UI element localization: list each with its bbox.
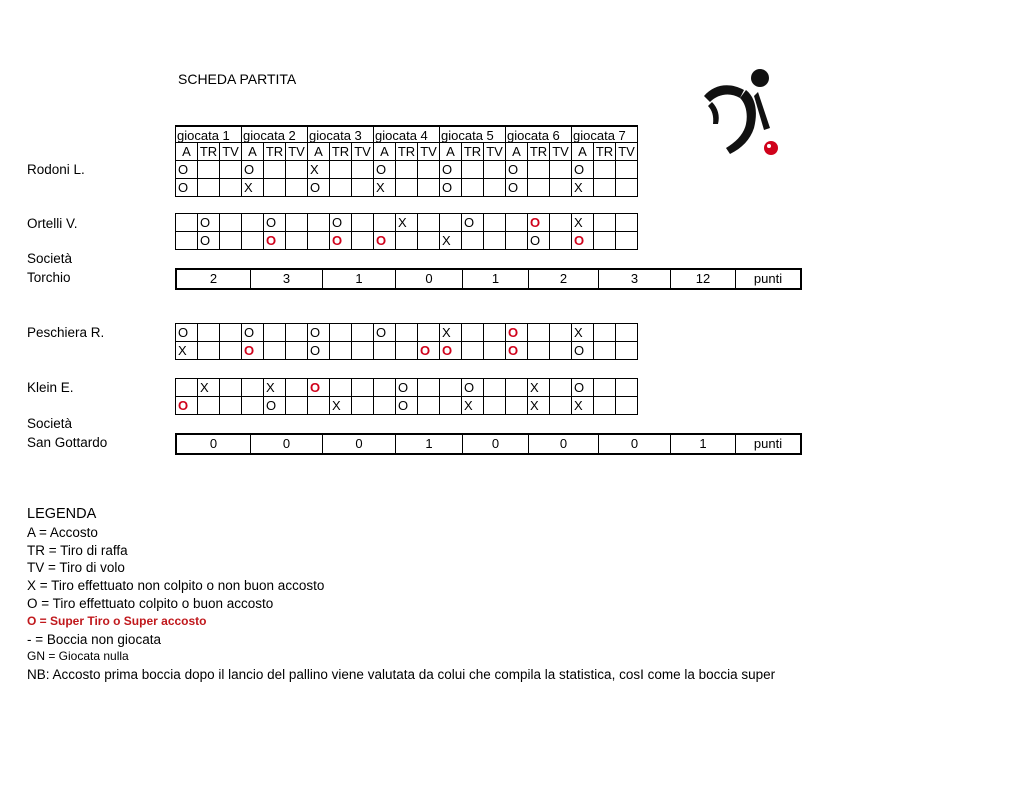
shot-cell: X: [374, 179, 396, 197]
shot-cell: O: [176, 161, 198, 179]
score-grid-team-1: [175, 125, 638, 197]
shot-cell: [264, 161, 286, 179]
team-label: Società: [27, 251, 73, 266]
shot-cell: [198, 342, 220, 360]
shot-cell: [286, 397, 308, 415]
player-name: Peschiera R.: [27, 325, 105, 340]
page-title: SCHEDA PARTITA: [178, 71, 297, 87]
shot-cell: [616, 214, 638, 232]
shot-cell: [352, 379, 374, 397]
shot-cell: [594, 342, 616, 360]
shot-cell: [550, 397, 572, 415]
points-cell: 12: [671, 270, 736, 288]
shot-cell: O: [462, 379, 484, 397]
shot-cell: O: [308, 324, 330, 342]
shot-cell: O: [198, 232, 220, 250]
shot-cell: [396, 342, 418, 360]
shot-cell: [352, 232, 374, 250]
legend-item: A = Accosto: [27, 524, 98, 540]
shot-cell: O: [198, 214, 220, 232]
shot-type-header: TR: [594, 143, 616, 161]
shot-cell: O: [506, 342, 528, 360]
shot-cell: O: [572, 342, 594, 360]
shot-cell: O: [528, 232, 550, 250]
shot-cell: [550, 379, 572, 397]
shot-cell: [462, 342, 484, 360]
shot-cell: [286, 214, 308, 232]
shot-type-header: TV: [616, 143, 638, 161]
giocata-header: giocata 6: [506, 125, 572, 143]
shot-cell: X: [572, 324, 594, 342]
shot-cell: [594, 214, 616, 232]
shot-cell: X: [176, 342, 198, 360]
shot-cell: [616, 179, 638, 197]
shot-cell: O: [528, 214, 550, 232]
shot-cell: [550, 324, 572, 342]
shot-cell: [330, 161, 352, 179]
shot-type-header: TV: [550, 143, 572, 161]
shot-cell: [396, 161, 418, 179]
shot-type-header: TR: [330, 143, 352, 161]
shot-cell: [352, 342, 374, 360]
shot-cell: [528, 179, 550, 197]
shot-cell: [594, 397, 616, 415]
shot-cell: X: [572, 397, 594, 415]
shot-cell: [176, 232, 198, 250]
shot-cell: [462, 324, 484, 342]
shot-cell: [484, 397, 506, 415]
shot-cell: [418, 379, 440, 397]
points-cell: 0: [251, 435, 323, 453]
shot-cell: [396, 232, 418, 250]
legend-item-super: O = Super Tiro o Super accosto: [27, 613, 207, 628]
shot-cell: [484, 232, 506, 250]
shot-cell: O: [308, 342, 330, 360]
shot-cell: [198, 161, 220, 179]
shot-cell: [286, 232, 308, 250]
shot-cell: [242, 379, 264, 397]
shot-cell: [418, 161, 440, 179]
shot-cell: [462, 161, 484, 179]
shot-cell: [594, 324, 616, 342]
shot-cell: [506, 232, 528, 250]
shot-cell: [220, 179, 242, 197]
shot-cell: [176, 214, 198, 232]
shot-type-header: TV: [418, 143, 440, 161]
shot-cell: [616, 342, 638, 360]
legend: [27, 506, 775, 684]
shot-cell: [616, 161, 638, 179]
shot-cell: [616, 232, 638, 250]
shot-cell: [330, 379, 352, 397]
shot-cell: O: [440, 342, 462, 360]
points-cell: 2: [177, 270, 251, 288]
shot-cell: [330, 179, 352, 197]
points-cell: 1: [323, 270, 396, 288]
shot-cell: [242, 397, 264, 415]
shot-cell: O: [396, 397, 418, 415]
shot-cell: O: [506, 324, 528, 342]
shot-cell: [528, 324, 550, 342]
points-cell: 0: [463, 435, 529, 453]
shot-cell: [550, 214, 572, 232]
shot-cell: [550, 179, 572, 197]
shot-cell: O: [176, 397, 198, 415]
shot-cell: [418, 214, 440, 232]
points-cell: 0: [323, 435, 396, 453]
shot-cell: [484, 379, 506, 397]
player-name: Ortelli V.: [27, 216, 78, 231]
shot-cell: [374, 214, 396, 232]
shot-cell: X: [572, 179, 594, 197]
points-cell: 1: [396, 435, 463, 453]
score-grid-player-2: [175, 213, 638, 250]
shot-cell: [484, 214, 506, 232]
shot-cell: [484, 179, 506, 197]
team-name: San Gottardo: [27, 435, 108, 450]
points-cell: punti: [753, 271, 783, 286]
shot-cell: [440, 397, 462, 415]
team-name: Torchio: [27, 270, 71, 285]
shot-cell: O: [572, 161, 594, 179]
shot-cell: [506, 214, 528, 232]
shot-cell: X: [308, 161, 330, 179]
score-grid-player-3: [175, 323, 638, 360]
shot-cell: O: [264, 232, 286, 250]
shot-cell: X: [242, 179, 264, 197]
shot-cell: [352, 397, 374, 415]
shot-cell: [308, 214, 330, 232]
legend-item: - = Boccia non giocata: [27, 631, 161, 647]
shot-cell: [286, 324, 308, 342]
shot-cell: [264, 324, 286, 342]
shot-cell: [308, 232, 330, 250]
shot-cell: [242, 232, 264, 250]
shot-cell: [198, 324, 220, 342]
shot-cell: [264, 179, 286, 197]
shot-cell: [220, 324, 242, 342]
shot-cell: [594, 161, 616, 179]
points-cell: punti: [753, 436, 783, 451]
shot-cell: [220, 379, 242, 397]
shot-type-header: TV: [484, 143, 506, 161]
shot-cell: [418, 397, 440, 415]
shot-cell: [264, 342, 286, 360]
shot-cell: O: [506, 161, 528, 179]
shot-cell: X: [440, 324, 462, 342]
shot-cell: [220, 397, 242, 415]
shot-cell: X: [396, 214, 418, 232]
points-cell: 0: [177, 435, 251, 453]
shot-cell: [330, 342, 352, 360]
giocata-header: giocata 3: [308, 125, 374, 143]
shot-cell: [352, 161, 374, 179]
shot-cell: [220, 342, 242, 360]
team-points-row: [175, 433, 802, 455]
shot-cell: [594, 379, 616, 397]
shot-cell: X: [528, 379, 550, 397]
shot-cell: [484, 342, 506, 360]
shot-cell: O: [264, 214, 286, 232]
shot-cell: O: [374, 232, 396, 250]
player-name: Rodoni L.: [27, 162, 85, 177]
shot-cell: O: [440, 161, 462, 179]
shot-cell: O: [330, 214, 352, 232]
shot-cell: [374, 342, 396, 360]
shot-cell: O: [418, 342, 440, 360]
legend-item: TV = Tiro di volo: [27, 560, 125, 576]
giocata-header: giocata 5: [440, 125, 506, 143]
shot-cell: O: [308, 379, 330, 397]
shot-cell: [616, 324, 638, 342]
points-cell: 3: [599, 270, 671, 288]
shot-cell: O: [308, 179, 330, 197]
shot-type-header: A: [176, 143, 198, 161]
shot-cell: O: [242, 324, 264, 342]
shot-cell: [286, 179, 308, 197]
shot-cell: [396, 179, 418, 197]
shot-cell: X: [572, 214, 594, 232]
points-cell: 3: [251, 270, 323, 288]
shot-cell: O: [242, 342, 264, 360]
shot-cell: O: [330, 232, 352, 250]
shot-cell: [220, 214, 242, 232]
shot-cell: [352, 179, 374, 197]
shot-cell: X: [198, 379, 220, 397]
team-label: Società: [27, 416, 73, 431]
shot-cell: [616, 379, 638, 397]
points-cell: 1: [671, 435, 736, 453]
shot-cell: [440, 379, 462, 397]
points-cell: 0: [396, 270, 463, 288]
points-cell: 0: [599, 435, 671, 453]
giocata-header: giocata 2: [242, 125, 308, 143]
shot-type-header: TR: [396, 143, 418, 161]
shot-cell: [484, 324, 506, 342]
points-cell: 0: [529, 435, 599, 453]
shot-cell: [462, 232, 484, 250]
shot-cell: O: [572, 379, 594, 397]
giocata-header: giocata 4: [374, 125, 440, 143]
shot-cell: O: [462, 214, 484, 232]
score-grid-player-4: [175, 378, 638, 415]
shot-cell: X: [528, 397, 550, 415]
shot-cell: [418, 232, 440, 250]
shot-cell: [528, 161, 550, 179]
shot-cell: O: [374, 324, 396, 342]
shot-type-header: TR: [462, 143, 484, 161]
legend-title: LEGENDA: [27, 506, 97, 522]
shot-cell: [550, 232, 572, 250]
legend-item: GN = Giocata nulla: [27, 649, 129, 664]
shot-type-header: A: [242, 143, 264, 161]
shot-cell: [506, 379, 528, 397]
shot-cell: X: [462, 397, 484, 415]
shot-cell: X: [440, 232, 462, 250]
shot-type-header: A: [506, 143, 528, 161]
shot-cell: [374, 379, 396, 397]
shot-type-header: TV: [286, 143, 308, 161]
legend-item: TR = Tiro di raffa: [27, 542, 128, 558]
shot-cell: [374, 397, 396, 415]
shot-cell: [616, 397, 638, 415]
legend-note: NB: Accosto prima boccia dopo il lancio del pallino viene valutata da colui che compila la statistica, cosI come la boccia super: [27, 667, 776, 683]
team-points-row: [175, 268, 802, 290]
shot-cell: [462, 179, 484, 197]
shot-cell: [330, 324, 352, 342]
shot-cell: [550, 161, 572, 179]
giocata-header: giocata 7: [572, 125, 638, 143]
shot-cell: [440, 214, 462, 232]
shot-cell: O: [176, 179, 198, 197]
shot-type-header: A: [440, 143, 462, 161]
legend-item: X = Tiro effettuato non colpito o non buon accosto: [27, 578, 325, 594]
shot-cell: [506, 397, 528, 415]
points-cell: 2: [529, 270, 599, 288]
shot-cell: [418, 179, 440, 197]
shot-cell: O: [440, 179, 462, 197]
shot-cell: [198, 179, 220, 197]
shot-cell: O: [264, 397, 286, 415]
shot-cell: [484, 161, 506, 179]
shot-cell: O: [242, 161, 264, 179]
shot-cell: [352, 324, 374, 342]
shot-cell: [550, 342, 572, 360]
bocce-player-logo: [700, 68, 790, 158]
shot-cell: [308, 397, 330, 415]
shot-cell: [220, 161, 242, 179]
shot-cell: [286, 379, 308, 397]
shot-type-header: TR: [528, 143, 550, 161]
shot-cell: X: [330, 397, 352, 415]
shot-type-header: A: [308, 143, 330, 161]
shot-cell: O: [396, 379, 418, 397]
legend-item: O = Tiro effettuato colpito o buon accosto: [27, 595, 274, 611]
shot-cell: [286, 161, 308, 179]
points-cell: 1: [463, 270, 529, 288]
shot-cell: [220, 232, 242, 250]
shot-cell: [418, 324, 440, 342]
shot-cell: [198, 397, 220, 415]
shot-cell: O: [572, 232, 594, 250]
shot-type-header: TR: [264, 143, 286, 161]
shot-cell: [396, 324, 418, 342]
shot-type-header: TR: [198, 143, 220, 161]
shot-cell: [594, 232, 616, 250]
shot-type-header: TV: [352, 143, 374, 161]
shot-cell: X: [264, 379, 286, 397]
shot-cell: [352, 214, 374, 232]
shot-cell: O: [506, 179, 528, 197]
shot-type-header: A: [374, 143, 396, 161]
shot-cell: [286, 342, 308, 360]
shot-cell: [176, 379, 198, 397]
player-name: Klein E.: [27, 380, 74, 395]
shot-cell: [528, 342, 550, 360]
shot-type-header: TV: [220, 143, 242, 161]
giocata-header: giocata 1: [176, 125, 242, 143]
shot-cell: O: [374, 161, 396, 179]
shot-cell: [594, 179, 616, 197]
shot-cell: O: [176, 324, 198, 342]
shot-cell: [242, 214, 264, 232]
shot-type-header: A: [572, 143, 594, 161]
